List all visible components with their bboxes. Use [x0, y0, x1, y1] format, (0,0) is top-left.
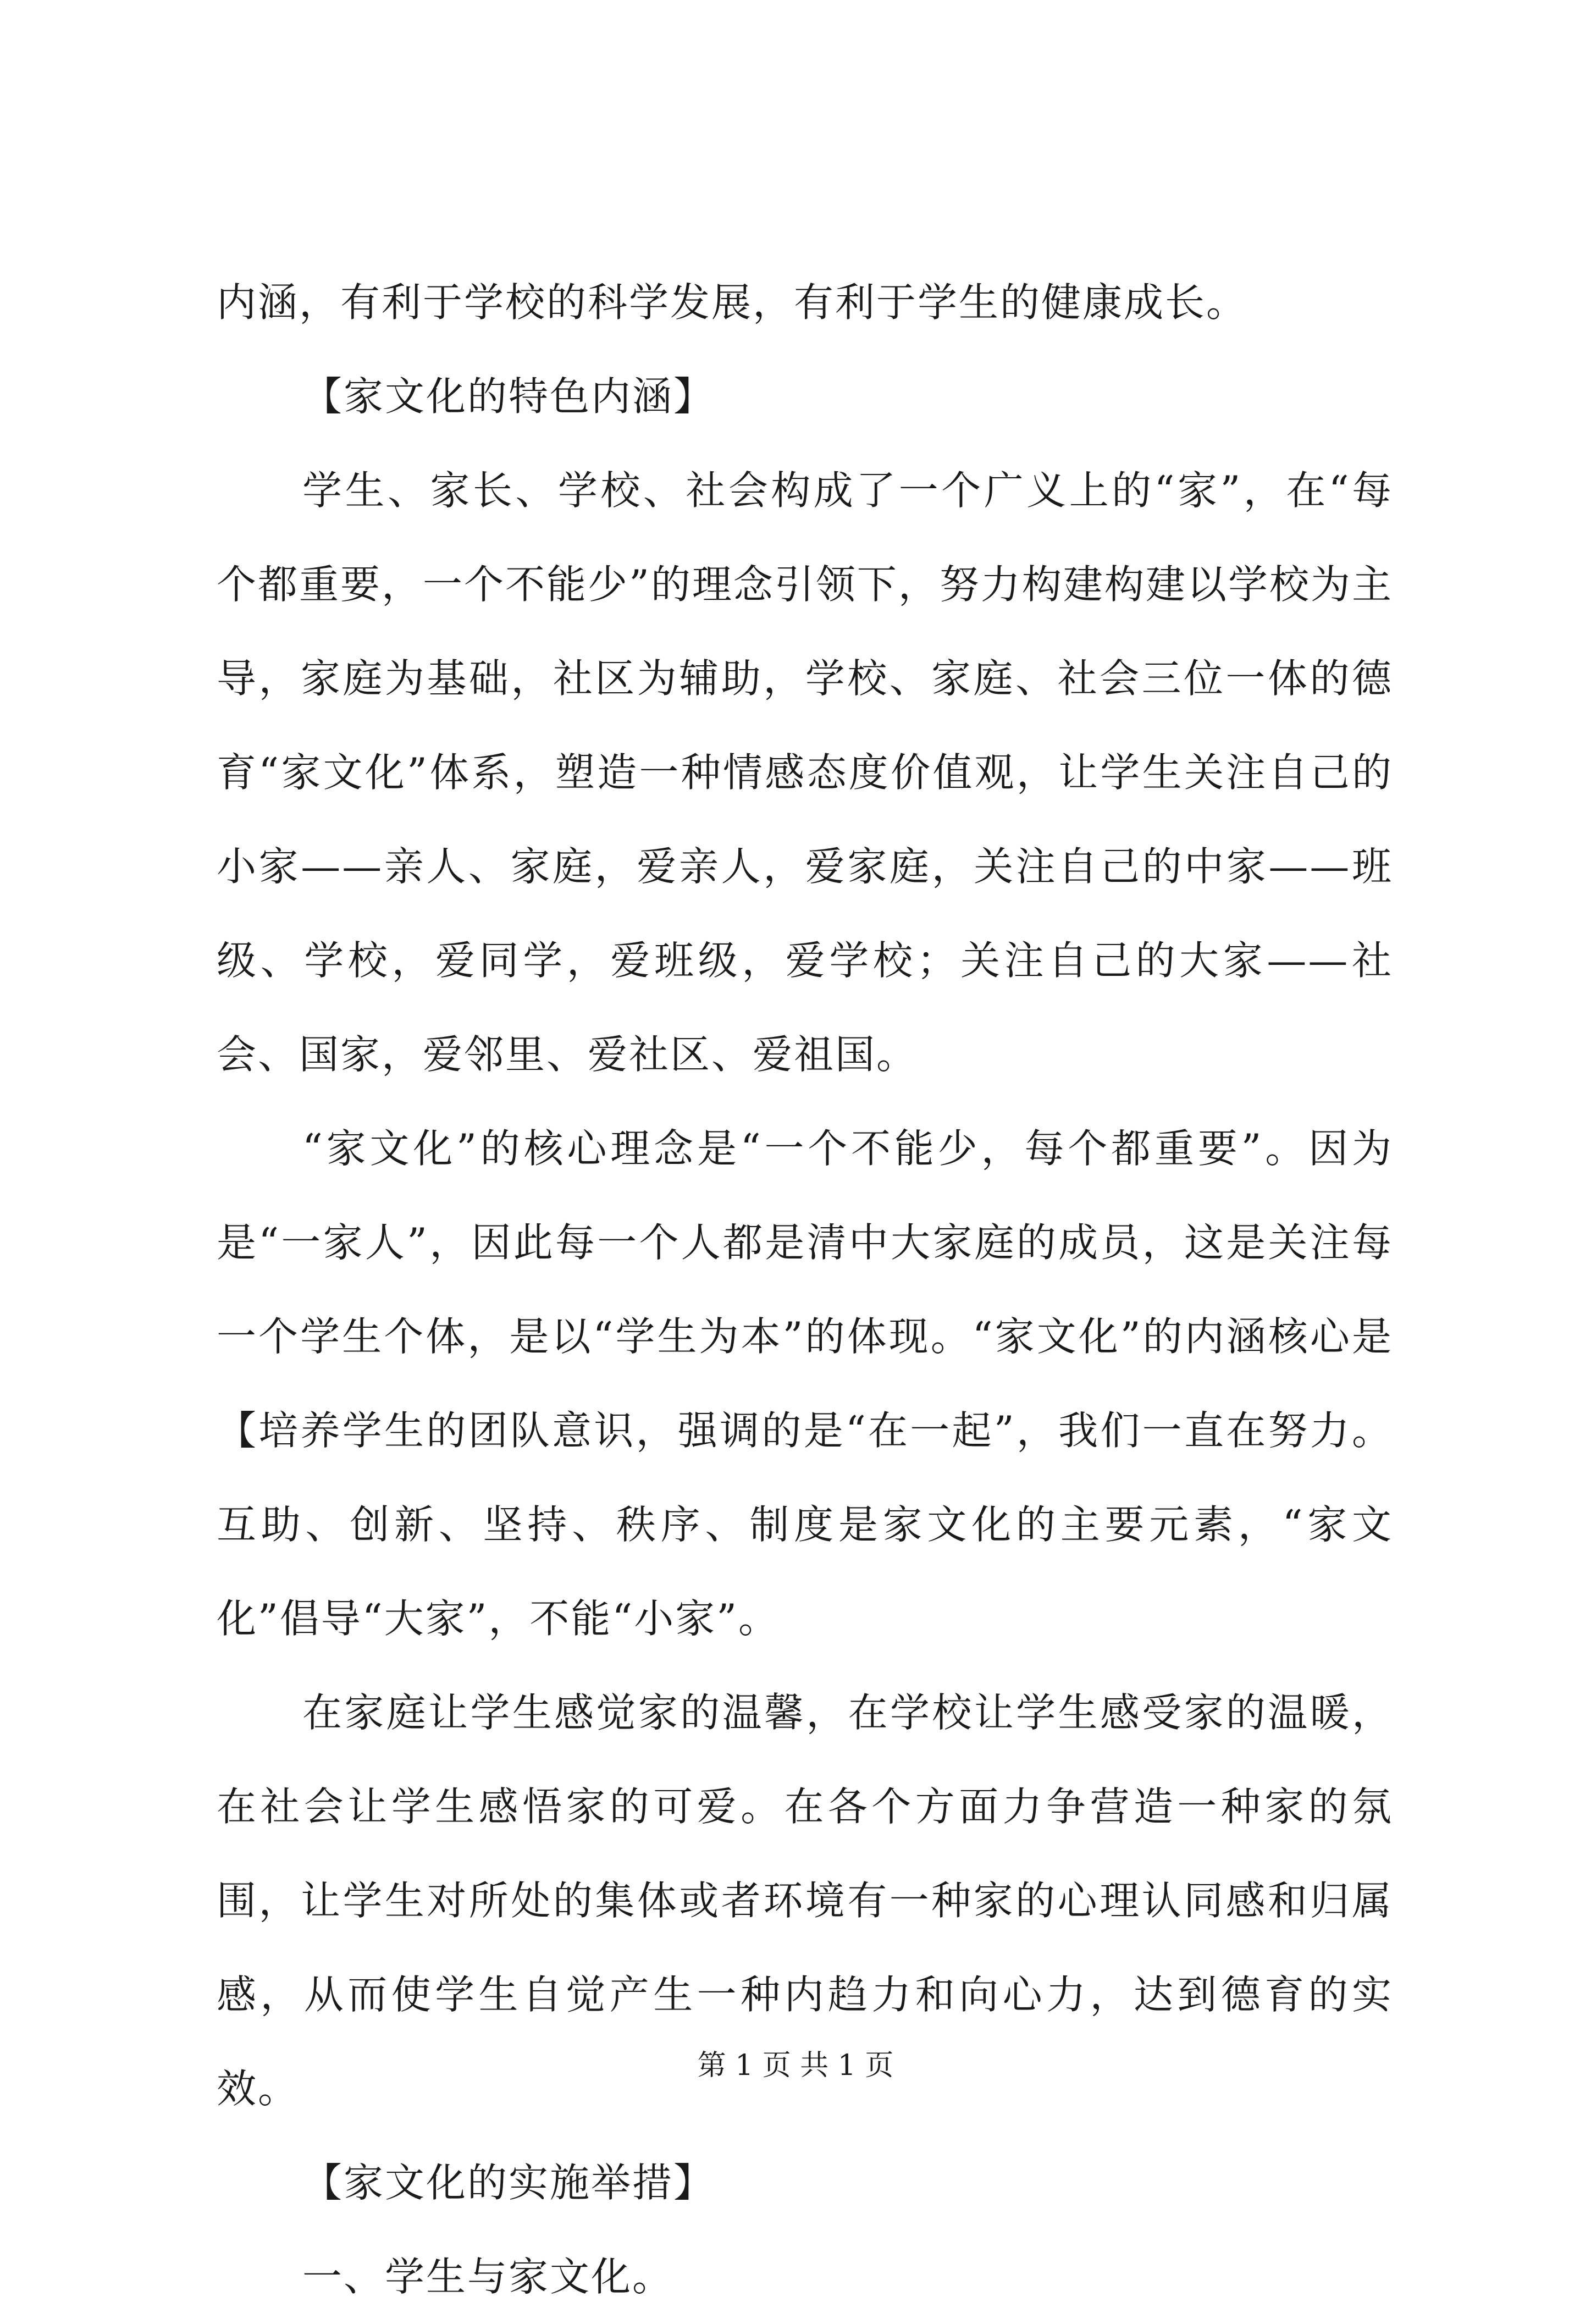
- paragraph-core-idea: “家文化”的核心理念是“一个不能少，每个都重要”。因为是“一家人”，因此每一个人都是清中大家庭的成员，这是关注每一个学生个体，是以“学生为本”的体现。“家文化”的内涵核心是【培养学生的团队意识，强调的是“在一起”，我们一直在努力。互助、创新、坚持、秩序、制度是家文化的主要元素，“家文化”倡导“大家”，不能“小家”。: [217, 1125, 1393, 1642]
- page-number-label: 第 1 页 共 1 页: [697, 2049, 894, 2082]
- document-body: [217, 256, 1393, 2324]
- paragraph-family-concept: 学生、家长、学校、社会构成了一个广义上的“家”，在“每个都重要，一个不能少”的理念引领下，努力构建构建以学校为主导，家庭为基础，社区为辅助，学校、家庭、社会三位一体的德育“家文化”体系，塑造一种情感态度价值观，让学生关注自己的小家——亲人、家庭，爱亲人，爱家庭，关注自己的中家——班级、学校，爱同学，爱班级，爱学校；关注自己的大家——社会、国家，爱邻里、爱社区、爱祖国。: [217, 467, 1393, 1078]
- paragraph-atmosphere: 在家庭让学生感觉家的温馨，在学校让学生感受家的温暖，在社会让学生感悟家的可爱。在各个方面力争营造一种家的氛围，让学生对所处的集体或者环境有一种家的心理认同感和归属感，从而使学生自觉产生一种内趋力和向心力，达到德育的实效。: [217, 1690, 1393, 2112]
- subsection-heading-students: 一、学生与家文化。: [302, 2254, 674, 2300]
- page-footer: [0, 2046, 1591, 2085]
- paragraph-intro: 内涵，有利于学校的科学发展，有利于学生的健康成长。: [217, 279, 1248, 325]
- section-heading-measures: 【家文化的实施举措】: [302, 2160, 715, 2206]
- section-heading-features: 【家文化的特色内涵】: [302, 373, 715, 419]
